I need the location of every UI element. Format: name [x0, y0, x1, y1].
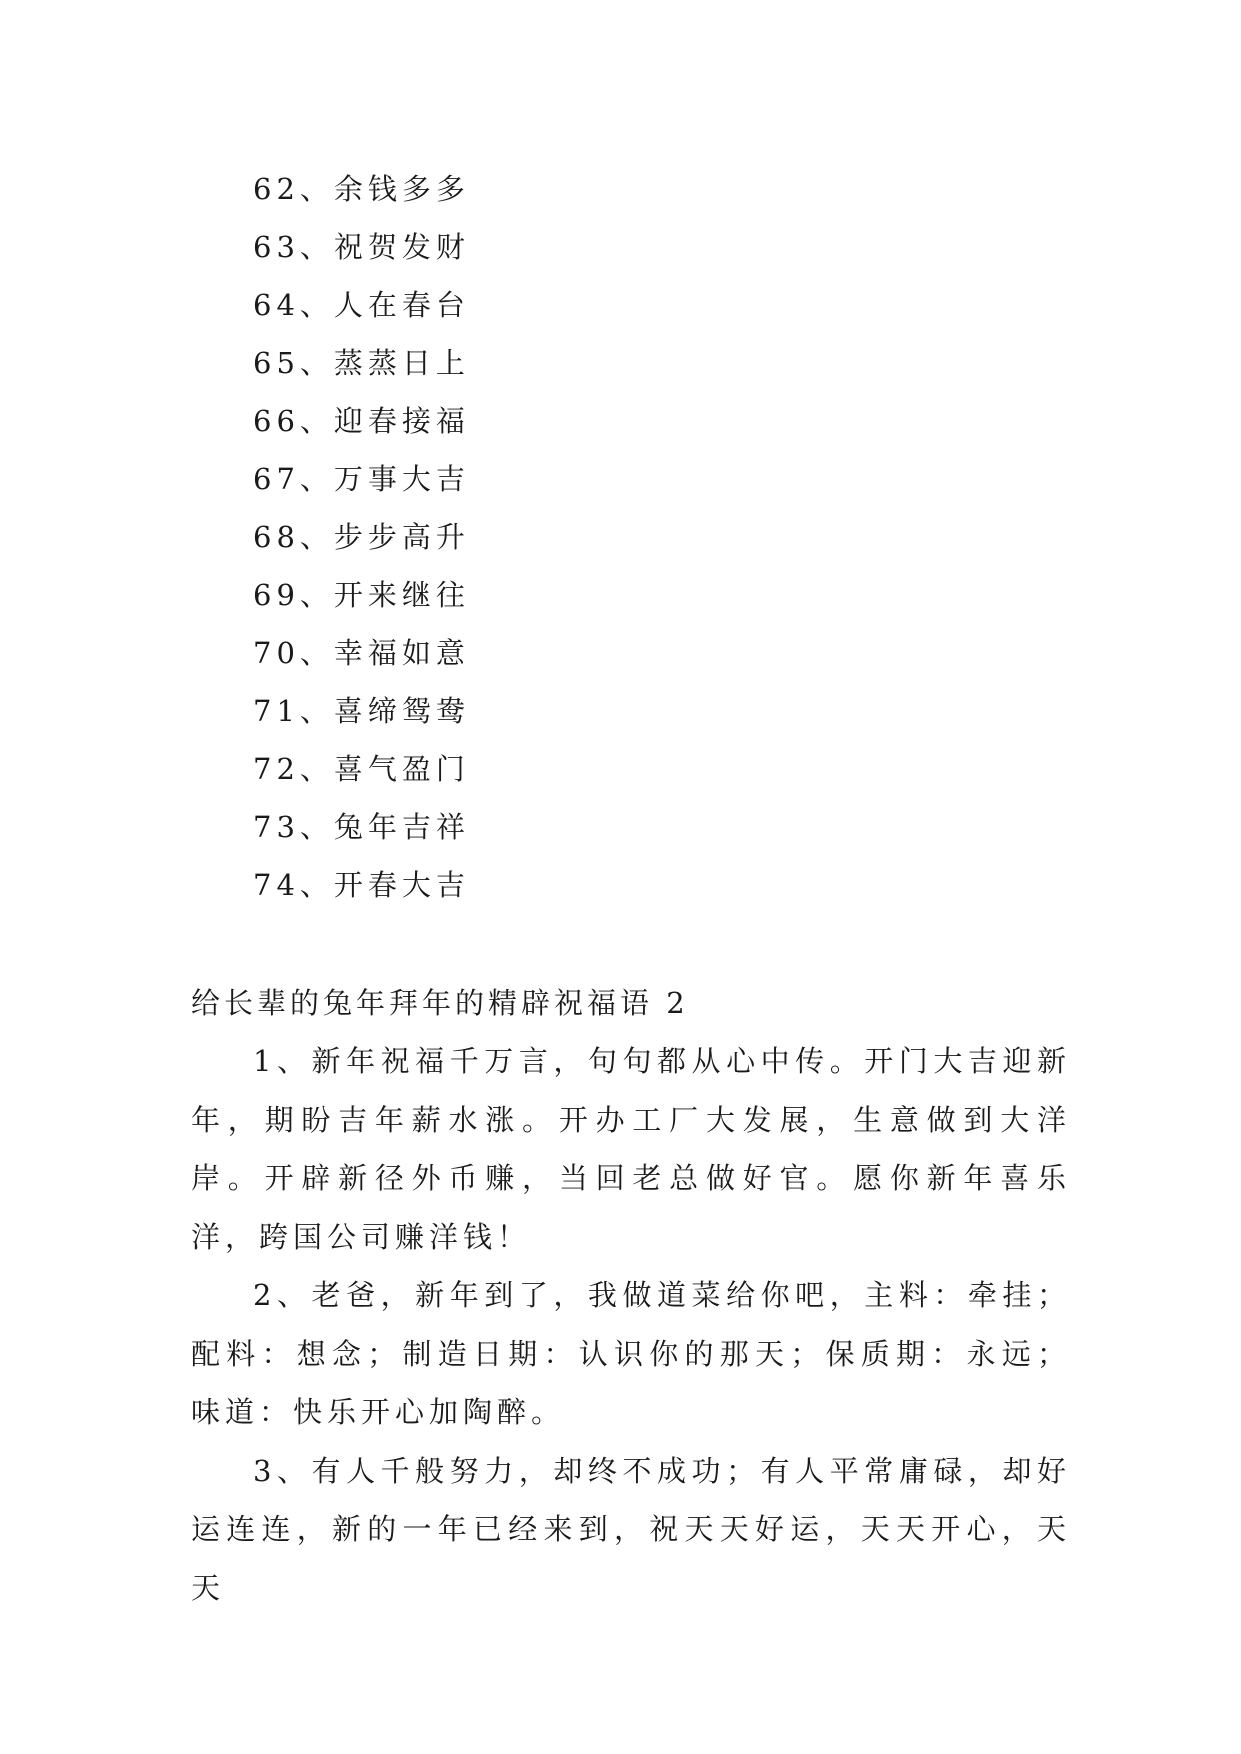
list-item: 64、人在春台 — [253, 288, 470, 322]
list-item: 70、幸福如意 — [253, 636, 470, 670]
greeting-list — [253, 160, 470, 914]
list-item: 62、余钱多多 — [253, 172, 470, 206]
list-item: 72、喜气盈门 — [253, 752, 470, 786]
list-item: 65、蒸蒸日上 — [253, 346, 470, 380]
paragraph: 2、老爸，新年到了，我做道菜给你吧，主料：牵挂；配料：想念；制造日期：认识你的那天；保质期：永远；味道：快乐开心加陶醉。 — [191, 1278, 1071, 1429]
section-heading: 给长辈的兔年拜年的精辟祝福语 2 — [191, 986, 689, 1020]
list-item: 67、万事大吉 — [253, 462, 470, 496]
list-item: 68、步步高升 — [253, 520, 470, 554]
list-item: 66、迎春接福 — [253, 404, 470, 438]
list-item: 69、开来继往 — [253, 578, 470, 612]
list-item: 73、兔年吉祥 — [253, 810, 470, 844]
paragraph-block — [191, 1032, 1071, 1617]
paragraph: 3、有人千般努力，却终不成功；有人平常庸碌，却好运连连，新的一年已经来到，祝天天好运，天天开心，天天 — [191, 1453, 1071, 1605]
list-item: 74、开春大吉 — [253, 868, 470, 902]
paragraph: 1、新年祝福千万言，句句都从心中传。开门大吉迎新年，期盼吉年薪水涨。开办工厂大发展，生意做到大洋岸。开辟新径外币赚，当回老总做好官。愿你新年喜乐洋，跨国公司赚洋钱！ — [191, 1044, 1071, 1254]
list-item: 63、祝贺发财 — [253, 230, 470, 264]
list-item: 71、喜缔鸳鸯 — [253, 694, 470, 728]
